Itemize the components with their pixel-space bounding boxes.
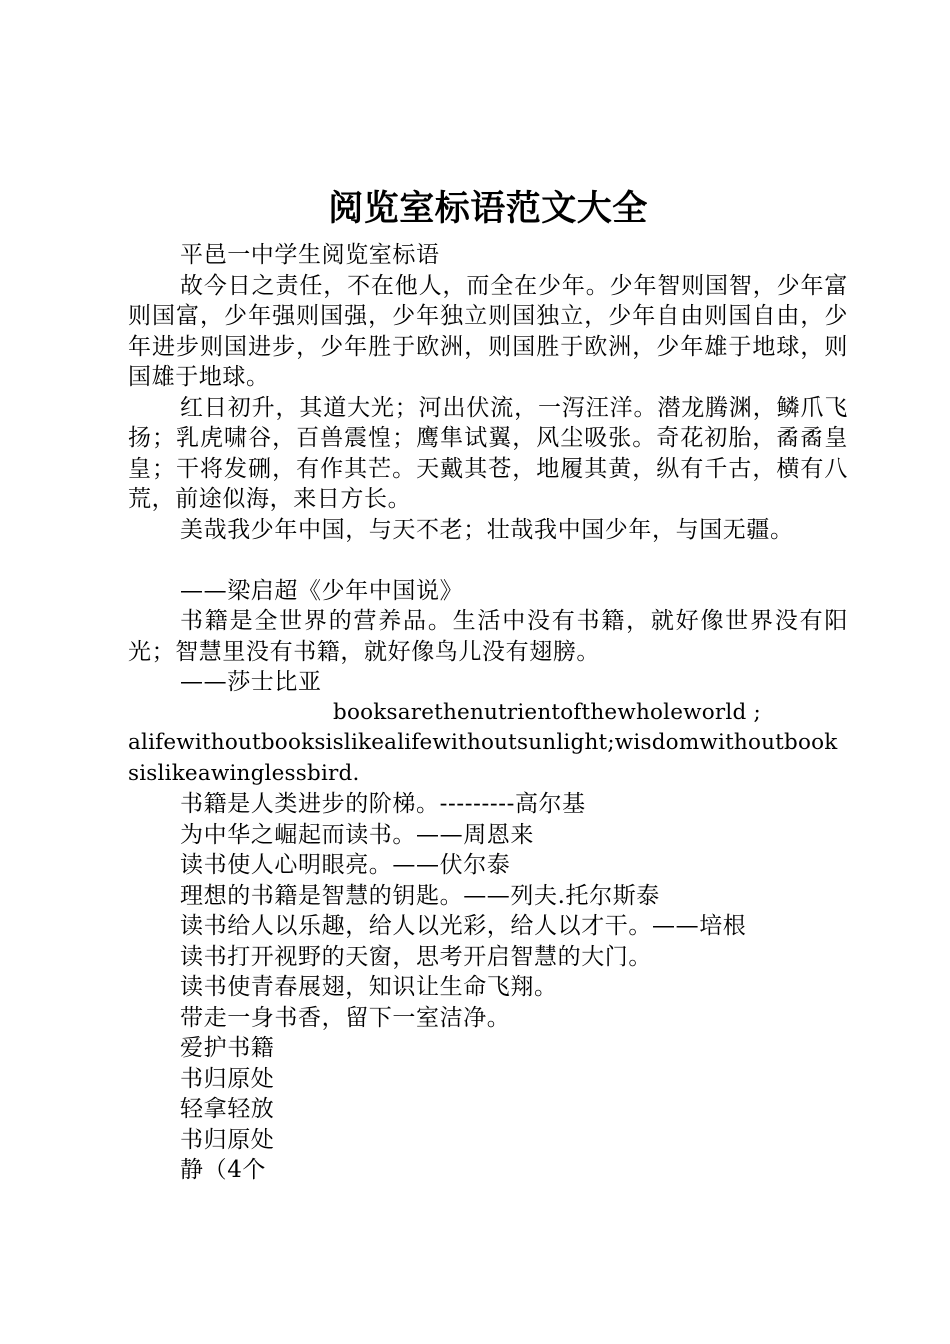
document-body — [128, 240, 848, 1186]
list-item: 为中华之崛起而读书。——周恩来 — [180, 821, 534, 848]
list-item: 读书使人心明眼亮。——伏尔泰 — [180, 852, 511, 878]
document-title: 阅览室标语范文大全 — [328, 188, 648, 229]
paragraph-3: 美哉我少年中国，与天不老；壮哉我中国少年，与国无疆。 — [180, 516, 794, 543]
subtitle: 平邑一中学生阅览室标语 — [180, 242, 440, 268]
list-item: 轻拿轻放 — [180, 1096, 275, 1122]
list-item: 书籍是人类进步的阶梯。---------高尔基 — [180, 791, 586, 817]
english-quote-rest: alifewithoutbooksislikealifewithoutsunlight;wisdomwithoutbooksislikeawinglessbird. — [128, 730, 838, 786]
list-item: 读书打开视野的天窗，思考开启智慧的大门。 — [180, 943, 652, 970]
document-page — [128, 182, 848, 1186]
list-item: 带走一身书香，留下一室洁净。 — [180, 1004, 511, 1031]
list-item: 读书使青春展翅，知识让生命飞翔。 — [180, 974, 558, 1000]
paragraph-2: 红日初升，其道大光；河出伏流，一泻汪洋。潜龙腾渊，鳞爪飞扬；乳虎啸谷，百兽震惶；鹰隼试翼，风尘吸张。奇花初胎，矞矞皇皇；干将发硎，有作其芒。天戴其苍，地履其黄，纵有千古，横有八荒，前途似海，来日方长。 — [128, 394, 848, 512]
list-item: 书归原处 — [180, 1065, 275, 1092]
list-item: 静（4个 — [180, 1157, 267, 1183]
blank-line — [128, 545, 848, 576]
english-quote-line-1: booksarethenutrientofthewholeworld ; — [333, 699, 761, 725]
attribution-shakespeare: ——莎士比亚 — [180, 669, 322, 695]
paragraph-1: 故今日之责任，不在他人，而全在少年。少年智则国智，少年富则国富，少年强则国强，少年独立则国独立，少年自由则国自由，少年进步则国进步，少年胜于欧洲，则国胜于欧洲，少年雄于地球，则国雄于地球。 — [128, 272, 848, 390]
list-item: 读书给人以乐趣，给人以光彩，给人以才干。——培根 — [180, 913, 747, 939]
attribution-liang-qichao: ——梁启超《少年中国说》 — [180, 577, 464, 604]
list-item: 爱护书籍 — [180, 1035, 275, 1061]
list-item: 书归原处 — [180, 1126, 275, 1153]
paragraph-4: 书籍是全世界的营养品。生活中没有书籍，就好像世界没有阳光；智慧里没有书籍，就好像鸟儿没有翅膀。 — [128, 608, 848, 665]
list-item: 理想的书籍是智慧的钥匙。——列夫.托尔斯泰 — [180, 882, 660, 909]
